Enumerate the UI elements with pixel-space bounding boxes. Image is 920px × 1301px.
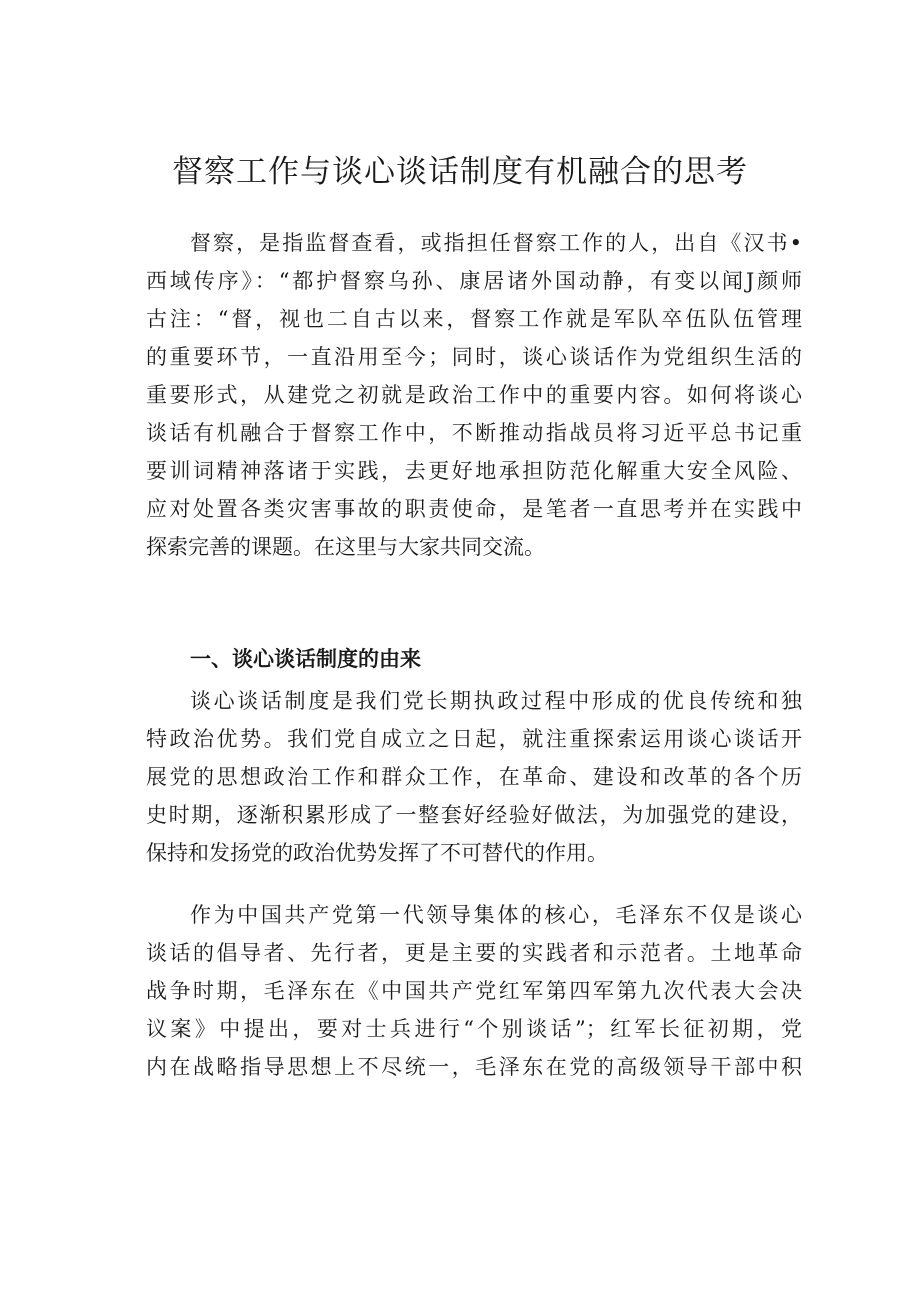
paragraph-line: 重要形式，从建党之初就是政治工作中的重要内容。如何将谈心	[146, 383, 802, 407]
paragraph-line: 展党的思想政治工作和群众工作，在革命、建设和改革的各个历	[146, 765, 802, 789]
paragraph-line: 战争时期，毛泽东在《中国共产党红军第四军第九次代表大会决	[146, 979, 802, 1003]
paragraph-mao	[146, 896, 802, 1086]
paragraph-line: 作为中国共产党第一代领导集体的核心，毛泽东不仅是谈心	[190, 903, 802, 927]
paragraph-line: 谈心谈话制度是我们党长期执政过程中形成的优良传统和独	[190, 689, 802, 713]
paragraph-line: 内在战略指导思想上不尽统一，毛泽东在党的高级领导干部中积	[146, 1055, 802, 1079]
section-heading: 一、谈心谈话制度的由来	[190, 647, 421, 671]
paragraph-line: 特政治优势。我们党自成立之日起，就注重探索运用谈心谈话开	[146, 727, 802, 751]
paragraph-line: 要训词精神落诸于实践，去更好地承担防范化解重大安全风险、	[146, 459, 802, 483]
paragraph-origin	[146, 682, 802, 872]
section-heading-block	[146, 640, 802, 678]
paragraph-line: 谈话的倡导者、先行者，更是主要的实践者和示范者。土地革命	[146, 941, 802, 965]
paragraph-line: 古注：“督，视也二自古以来，督察工作就是军队卒伍队伍管理	[146, 307, 802, 331]
paragraph-line: 谈话有机融合于督察工作中，不断推动指战员将习近平总书记重	[146, 421, 802, 445]
paragraph-line: 议案》中提出，要对士兵进行“个别谈话”；红军长征初期，党	[146, 1017, 802, 1041]
paragraph-intro	[146, 224, 802, 566]
paragraph-line: 应对处置各类灾害事故的职责使命，是笔者一直思考并在实践中	[146, 497, 802, 521]
paragraph-line: 的重要环节，一直沿用至今；同时，谈心谈话作为党组织生活的	[146, 345, 802, 369]
paragraph-line: 探索完善的课题。在这里与大家共同交流。	[146, 535, 545, 559]
paragraph-line: 保持和发扬党的政治优势发挥了不可替代的作用。	[146, 841, 608, 865]
paragraph-line: 史时期，逐渐积累形成了一整套好经验好做法，为加强党的建设，	[146, 803, 802, 827]
paragraph-line: 西域传序》：“都护督察乌孙、康居诸外国动静，有变以闻J颜师	[146, 269, 802, 293]
document-title: 督察工作与谈心谈话制度有机融合的思考	[172, 154, 748, 190]
paragraph-line: 督察，是指监督查看，或指担任督察工作的人，出自《汉书•	[190, 231, 802, 255]
